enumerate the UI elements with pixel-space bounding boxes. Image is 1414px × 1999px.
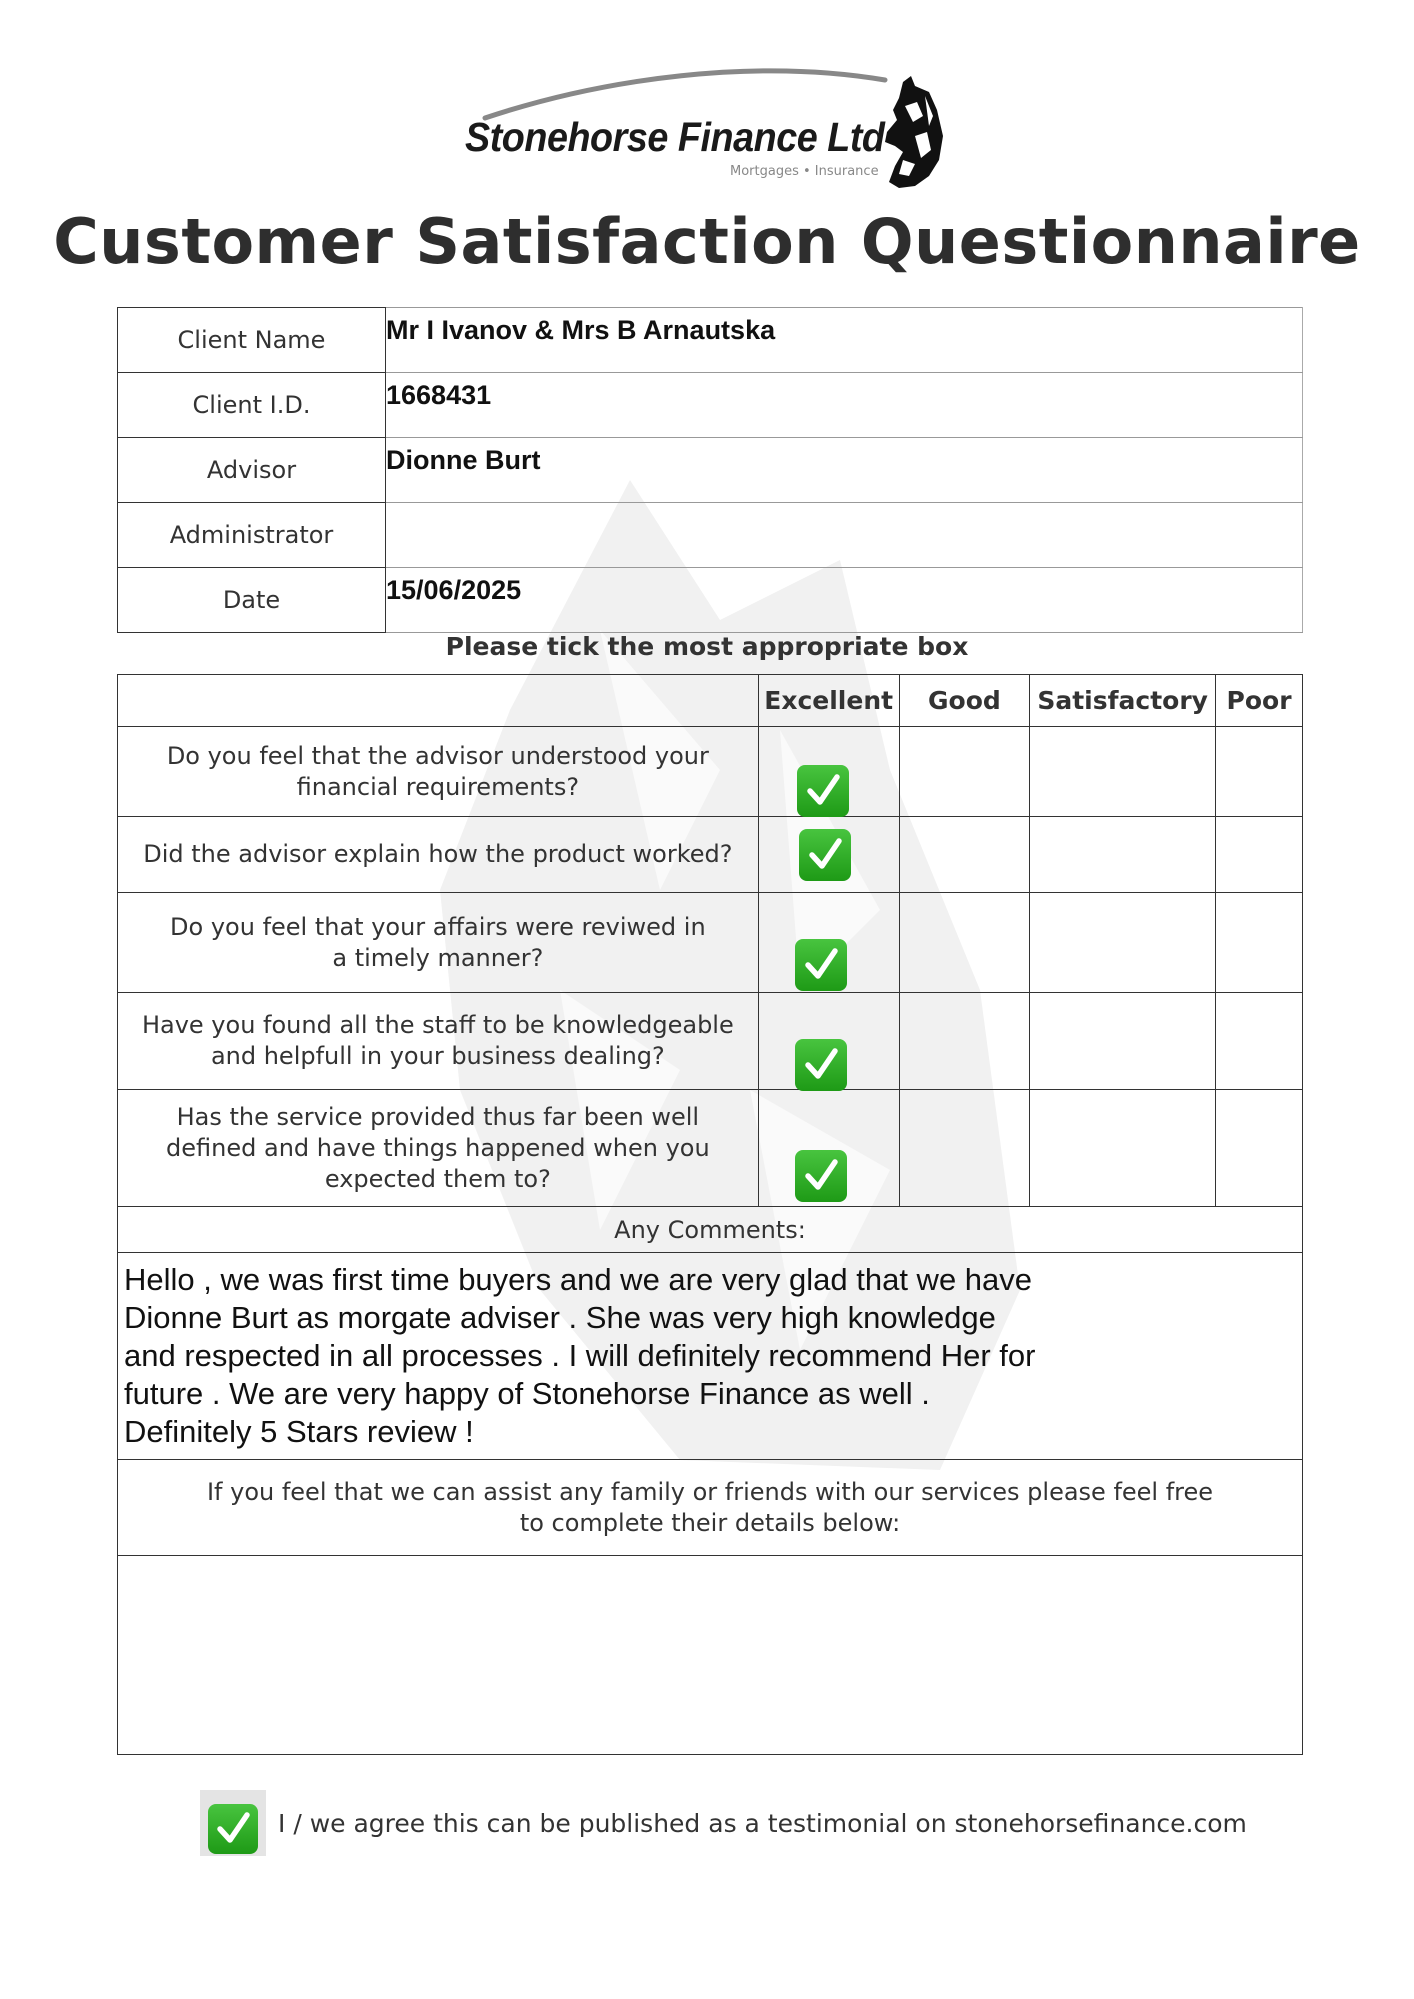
checkmark-icon[interactable] (797, 765, 849, 817)
company-logo (455, 58, 975, 198)
checkmark-icon (208, 1804, 258, 1854)
rating-header-row (118, 675, 1303, 727)
client-id-label: Client I.D. (118, 373, 386, 438)
column-satisfactory: Satisfactory (1030, 675, 1216, 727)
referral-label (118, 1460, 1303, 1556)
consent-checkbox[interactable] (200, 1790, 266, 1856)
client-id-row (118, 373, 1303, 438)
rating-cell-good[interactable] (899, 993, 1030, 1090)
column-excellent: Excellent (758, 675, 899, 727)
checkmark-icon[interactable] (795, 1150, 847, 1202)
tick-instruction: Please tick the most appropriate box (445, 632, 969, 661)
checkmark-icon[interactable] (799, 829, 851, 881)
rating-cell-satisfactory[interactable] (1030, 727, 1216, 817)
advisor-row (118, 438, 1303, 503)
checkmark-icon[interactable] (795, 1039, 847, 1091)
horse-head-icon (885, 76, 943, 188)
company-name: Stonehorse Finance Ltd (465, 114, 885, 160)
question-3-text: Do you feel that your affairs were reviwed in a timely manner? (170, 912, 706, 972)
rating-cell-excellent[interactable] (758, 817, 899, 893)
checkmark-icon[interactable] (795, 939, 847, 991)
rating-cell-satisfactory[interactable] (1030, 817, 1216, 893)
comments-body-row (118, 1253, 1303, 1460)
rating-cell-good[interactable] (899, 727, 1030, 817)
question-4-text: Have you found all the staff to be knowledgeable and helpfull in your business dealing? (141, 1011, 734, 1070)
column-poor: Poor (1216, 675, 1303, 727)
question-row (118, 993, 1303, 1090)
question-row (118, 817, 1303, 893)
referral-details-field[interactable] (118, 1556, 1303, 1755)
rating-cell-excellent[interactable] (758, 893, 899, 993)
rating-table (117, 674, 1303, 1755)
question-row (118, 1090, 1303, 1207)
comments-label: Any Comments: (118, 1207, 1303, 1253)
client-name-field[interactable]: Mr I Ivanov & Mrs B Arnautska (386, 308, 1303, 373)
rating-cell-satisfactory[interactable] (1030, 1090, 1216, 1207)
question-2-text: Did the advisor explain how the product worked? (143, 840, 733, 868)
question-5-text: Has the service provided thus far been well defined and have things happened when you expected them to? (166, 1102, 710, 1193)
comments-header-row (118, 1207, 1303, 1253)
date-row (118, 568, 1303, 633)
question-column-header (118, 675, 759, 727)
administrator-label: Administrator (118, 503, 386, 568)
client-name-label: Client Name (118, 308, 386, 373)
rating-cell-excellent[interactable] (758, 1090, 899, 1207)
date-label: Date (118, 568, 386, 633)
rating-cell-good[interactable] (899, 1090, 1030, 1207)
question-row (118, 727, 1303, 817)
testimonial-consent (200, 1790, 1247, 1856)
client-name-row (118, 308, 1303, 373)
rating-cell-excellent[interactable] (758, 993, 899, 1090)
rating-cell-poor[interactable] (1216, 1090, 1303, 1207)
client-info-table (117, 307, 1303, 633)
question-1-text: Do you feel that the advisor understood your financial requirements? (166, 741, 709, 801)
question-text (118, 817, 759, 893)
rating-cell-satisfactory[interactable] (1030, 993, 1216, 1090)
rating-cell-good[interactable] (899, 893, 1030, 993)
date-field[interactable]: 15/06/2025 (386, 568, 1303, 633)
referral-label-text: If you feel that we can assist any family or friends with our services please feel free to complete their details below: (206, 1477, 1214, 1537)
question-text (118, 893, 759, 993)
company-tagline: Mortgages • Insurance (730, 164, 879, 179)
rating-cell-good[interactable] (899, 817, 1030, 893)
rating-cell-poor[interactable] (1216, 817, 1303, 893)
administrator-row (118, 503, 1303, 568)
rating-cell-poor[interactable] (1216, 993, 1303, 1090)
comments-text: Hello , we was first time buyers and we are very glad that we have Dionne Burt as morgate adviser . She was very high knowledge and respected in all processes . I will definitely recommend Her for future . We are very happy of Stonehorse Finance as well . Definitely 5 Stars review ! (124, 1262, 1036, 1449)
rating-cell-satisfactory[interactable] (1030, 893, 1216, 993)
rating-cell-poor[interactable] (1216, 727, 1303, 817)
column-good: Good (899, 675, 1030, 727)
question-text (118, 727, 759, 817)
client-id-field[interactable]: 1668431 (386, 373, 1303, 438)
advisor-field[interactable]: Dionne Burt (386, 438, 1303, 503)
question-text (118, 1090, 759, 1207)
page-title: Customer Satisfaction Questionnaire (53, 205, 1361, 278)
referral-header-row (118, 1460, 1303, 1556)
consent-text: I / we agree this can be published as a testimonial on stonehorsefinance.com (278, 1808, 1247, 1838)
administrator-field[interactable] (386, 503, 1303, 568)
question-text (118, 993, 759, 1090)
rating-cell-excellent[interactable] (758, 727, 899, 817)
question-row (118, 893, 1303, 993)
rating-cell-poor[interactable] (1216, 893, 1303, 993)
comments-field[interactable] (118, 1253, 1303, 1460)
advisor-label: Advisor (118, 438, 386, 503)
referral-body-row (118, 1556, 1303, 1755)
